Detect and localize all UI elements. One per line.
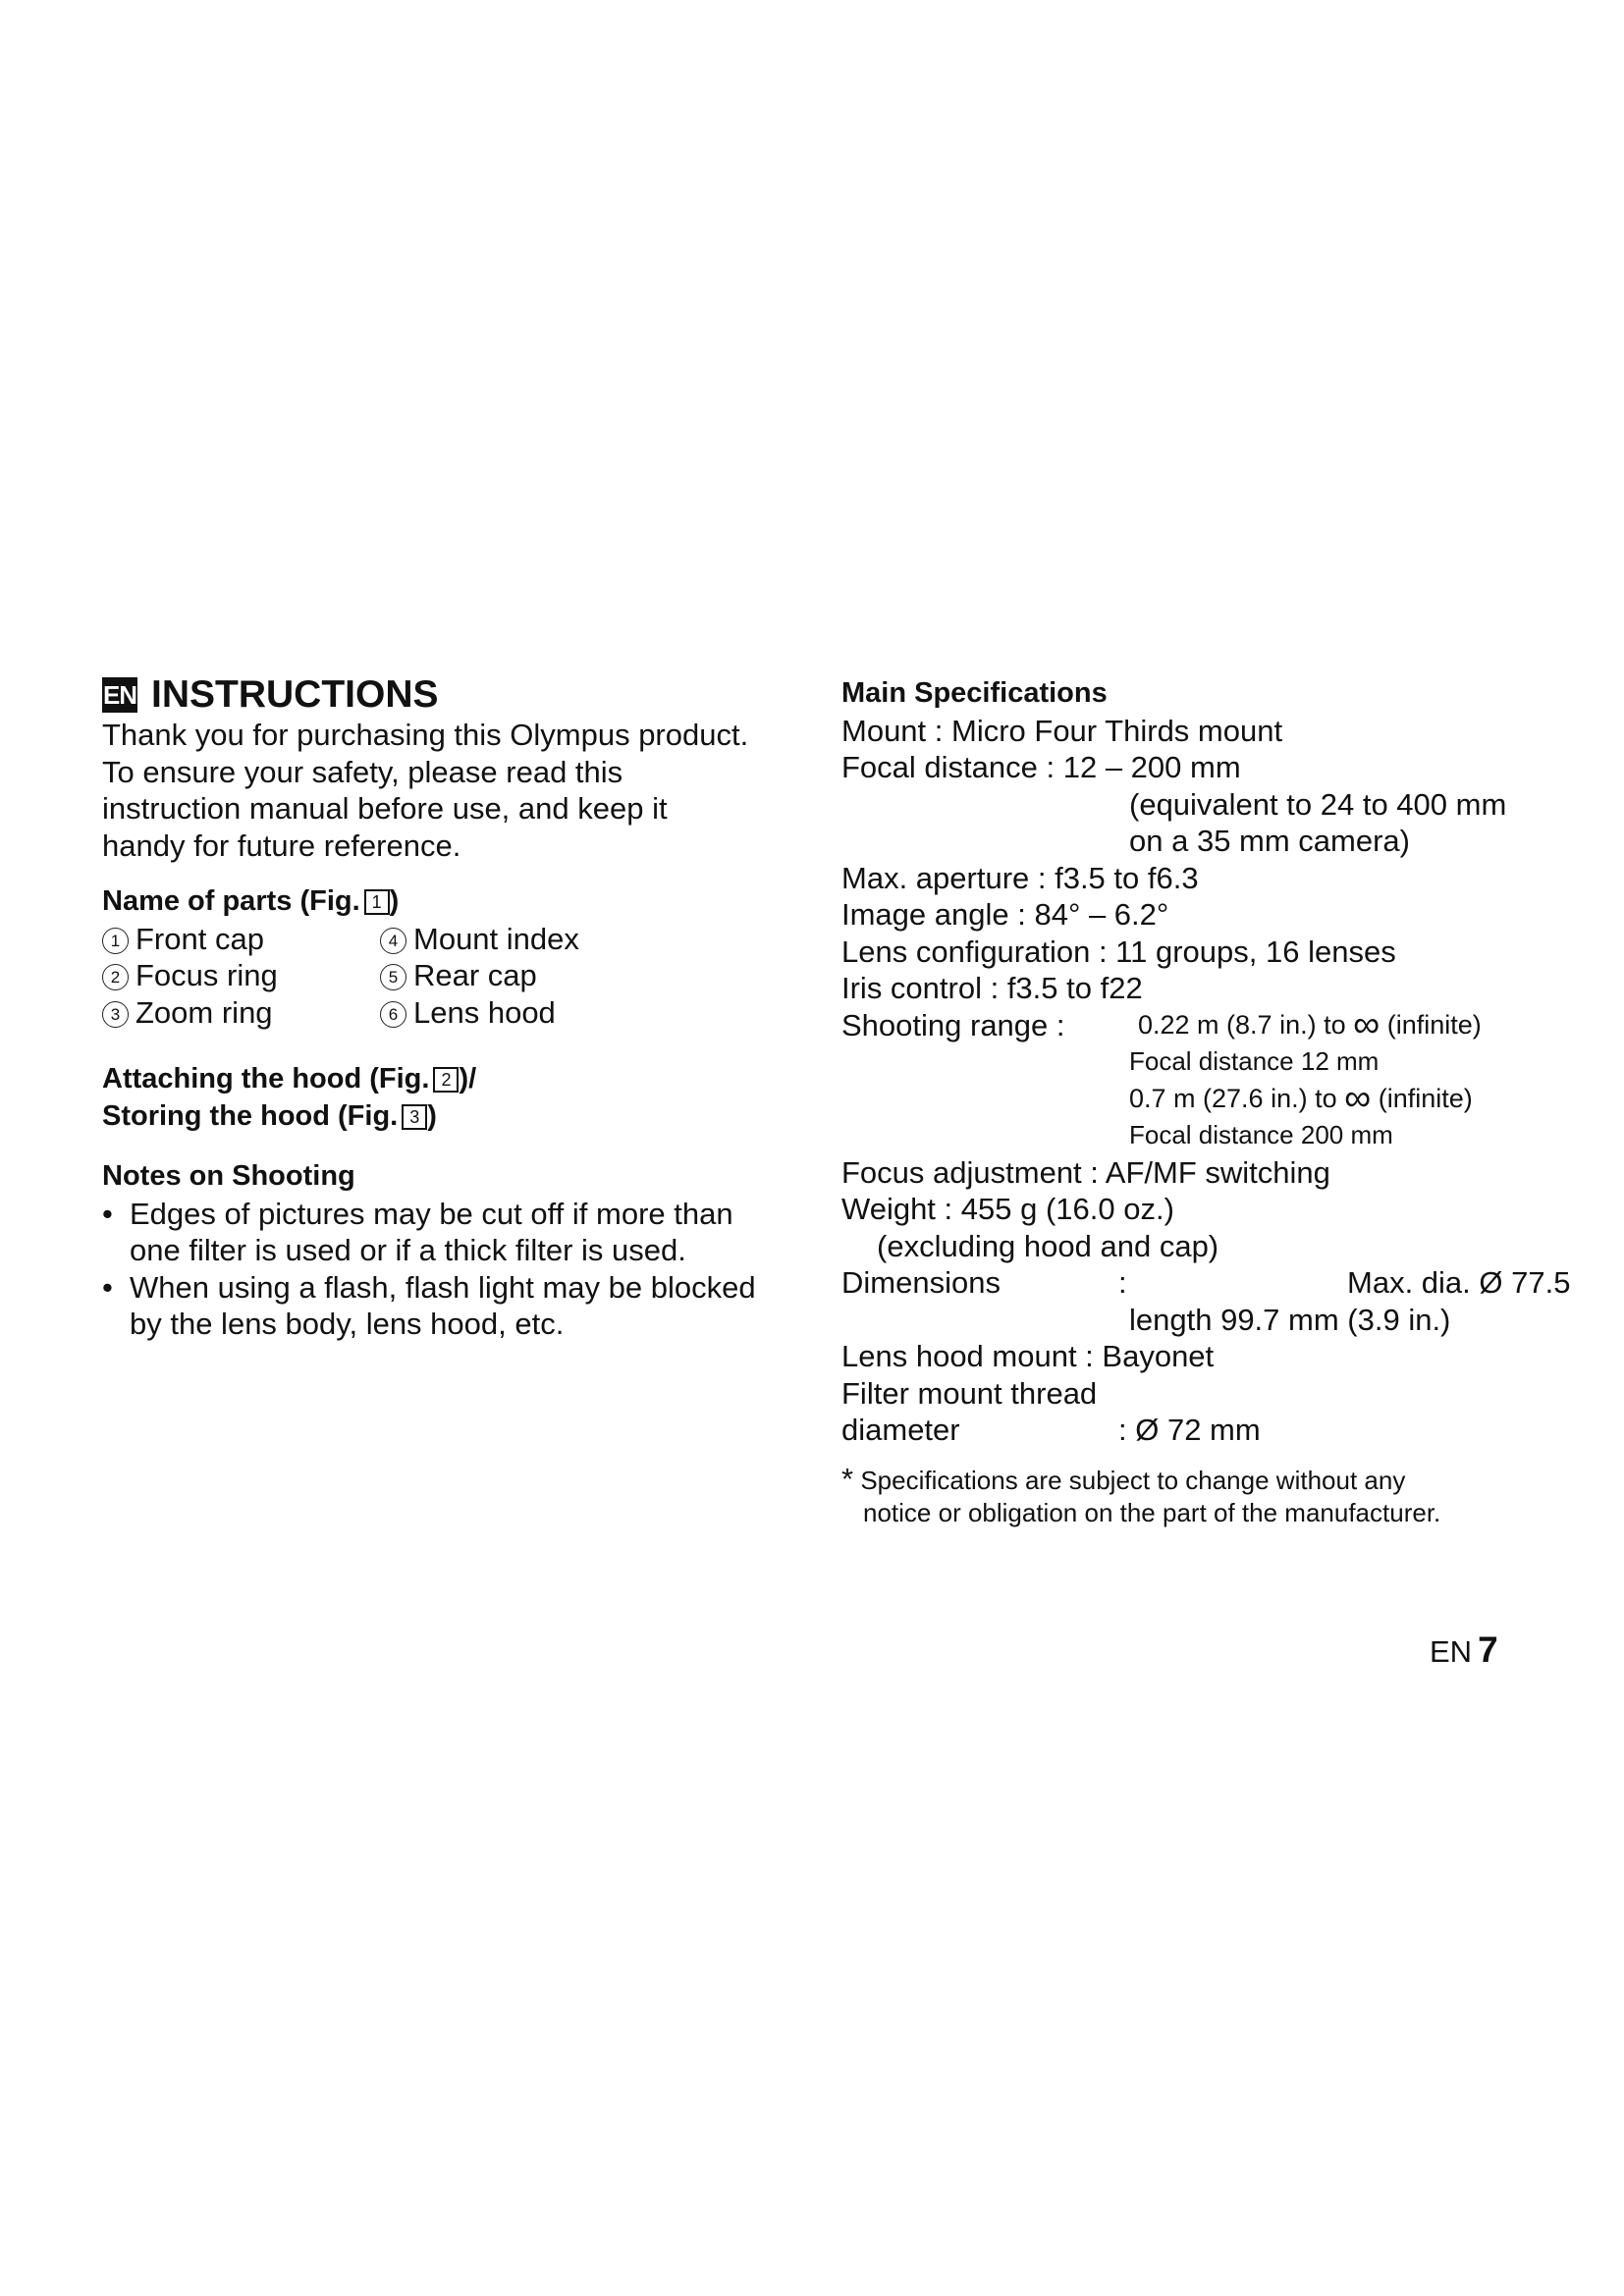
parts-row [102,957,789,994]
spec-dimensions [841,1264,1588,1302]
circled-number: 1 [102,928,129,954]
circled-number: 4 [380,928,406,954]
footer-page: 7 [1478,1629,1498,1670]
part-item [380,994,658,1032]
intro-line: To ensure your safety, please read this [102,754,623,789]
spec-footnote [841,1463,1588,1529]
spec-iris: Iris control : f3.5 to f22 [841,971,1143,1005]
spec-filter: Filter mount thread [841,1375,1098,1411]
circled-number: 5 [380,964,406,990]
spec-weight: Weight : 455 g (16.0 oz.) [841,1192,1174,1226]
dim-value: Max. dia. Ø 77.5 [1347,1265,1571,1300]
infinity-icon: ∞ [1353,1003,1380,1045]
intro-paragraph [102,717,789,864]
notes-heading: Notes on Shooting [102,1160,355,1192]
range-value [841,1077,1588,1119]
spec-focal-eq: on a 35 mm camera) [1129,824,1410,858]
attach-heading-text: Attaching the hood (Fig. [102,1063,430,1095]
part-item [102,921,380,958]
specifications-column [841,673,1588,1529]
dim-label: Dimensions [841,1265,1001,1300]
figure-number: 1 [364,889,390,915]
attach-heading: Attaching the hood (Fig. 2 )/ [102,1063,477,1095]
spec-focus: Focus adjustment : AF/MF switching [841,1154,1330,1190]
part-label: Front cap [135,921,264,956]
spec-focal: Focal distance : 12 – 200 mm [841,750,1241,784]
footnote-line: notice or obligation on the part of the manufacturer. [863,1497,1441,1527]
footnote-mark: * [841,1461,854,1496]
part-label: Mount index [413,921,579,956]
spec-hood-mount: Lens hood mount : Bayonet [841,1339,1215,1373]
spec-aperture: Max. aperture : f3.5 to f6.3 [841,860,1199,895]
note-line: Edges of pictures may be cut off if more than [130,1196,733,1231]
part-item [102,994,380,1032]
range-value [1138,1003,1482,1045]
range-text: 0.7 m (27.6 in.) to [1129,1083,1337,1113]
infinity-icon: ∞ [1344,1077,1372,1119]
circled-number: 2 [102,964,129,990]
intro-line: handy for future reference. [102,828,461,863]
note-line: by the lens body, lens hood, etc. [130,1307,565,1341]
intro-line: instruction manual before use, and keep it [102,791,668,826]
intro-line: Thank you for purchasing this Olympus product. [102,718,749,752]
spec-weight-note: (excluding hood and cap) [877,1228,1219,1263]
store-heading-text: Storing the hood (Fig. [102,1099,399,1132]
spec-range [841,1003,1588,1045]
footnote-line: Specifications are subject to change without any [860,1465,1406,1495]
note-item [102,1269,789,1343]
spec-angle: Image angle : 84° – 6.2° [841,897,1169,932]
parts-list [102,921,789,1032]
range-note: Focal distance 200 mm [1129,1120,1393,1149]
circled-number: 6 [380,1001,406,1028]
parts-heading: Name of parts (Fig. 1 ) [102,885,400,917]
part-label: Lens hood [413,994,556,1030]
note-line: When using a flash, flash light may be blocked [130,1269,756,1305]
store-heading: Storing the hood (Fig. 3 ) [102,1099,437,1132]
footer-lang: EN [1430,1634,1473,1669]
parts-heading-text: Name of parts (Fig. [102,885,360,917]
language-badge: EN [102,677,137,713]
spec-config: Lens configuration : 11 groups, 16 lenses [841,934,1396,969]
bullet: • [102,1196,113,1231]
note-item [102,1196,789,1269]
part-label: Focus ring [135,958,278,992]
range-infinite: (infinite) [1378,1083,1473,1113]
part-label: Zoom ring [135,994,273,1030]
spec-length: length 99.7 mm (3.9 in.) [1129,1302,1451,1337]
title-row [102,673,789,717]
instructions-column [102,673,789,1343]
part-label: Rear cap [413,958,537,992]
circled-number: 3 [102,1001,129,1028]
parts-row [102,994,789,1032]
filter-label: diameter [841,1413,960,1447]
figure-number: 2 [433,1067,459,1093]
figure-number: 3 [402,1104,427,1130]
page-title: INSTRUCTIONS [151,673,439,716]
range-label: Shooting range : [841,1007,1065,1042]
page-number [1430,1629,1498,1671]
spec-filter-diameter [841,1412,1588,1449]
range-infinite: (infinite) [1386,1009,1482,1040]
filter-value: : Ø 72 mm [1118,1413,1261,1447]
note-line: one filter is used or if a thick filter is used. [130,1233,686,1267]
specs-heading: Main Specifications [841,677,1108,709]
spec-mount: Mount : Micro Four Thirds mount [841,713,1283,748]
spec-focal-eq: (equivalent to 24 to 400 mm [1129,786,1507,822]
part-item [380,957,658,994]
part-item [380,921,658,958]
part-item [102,957,380,994]
range-text: 0.22 m (8.7 in.) to [1138,1009,1346,1040]
dim-colon: : [1118,1265,1127,1300]
bullet: • [102,1269,113,1305]
parts-row [102,921,789,958]
range-note: Focal distance 12 mm [1129,1046,1380,1076]
